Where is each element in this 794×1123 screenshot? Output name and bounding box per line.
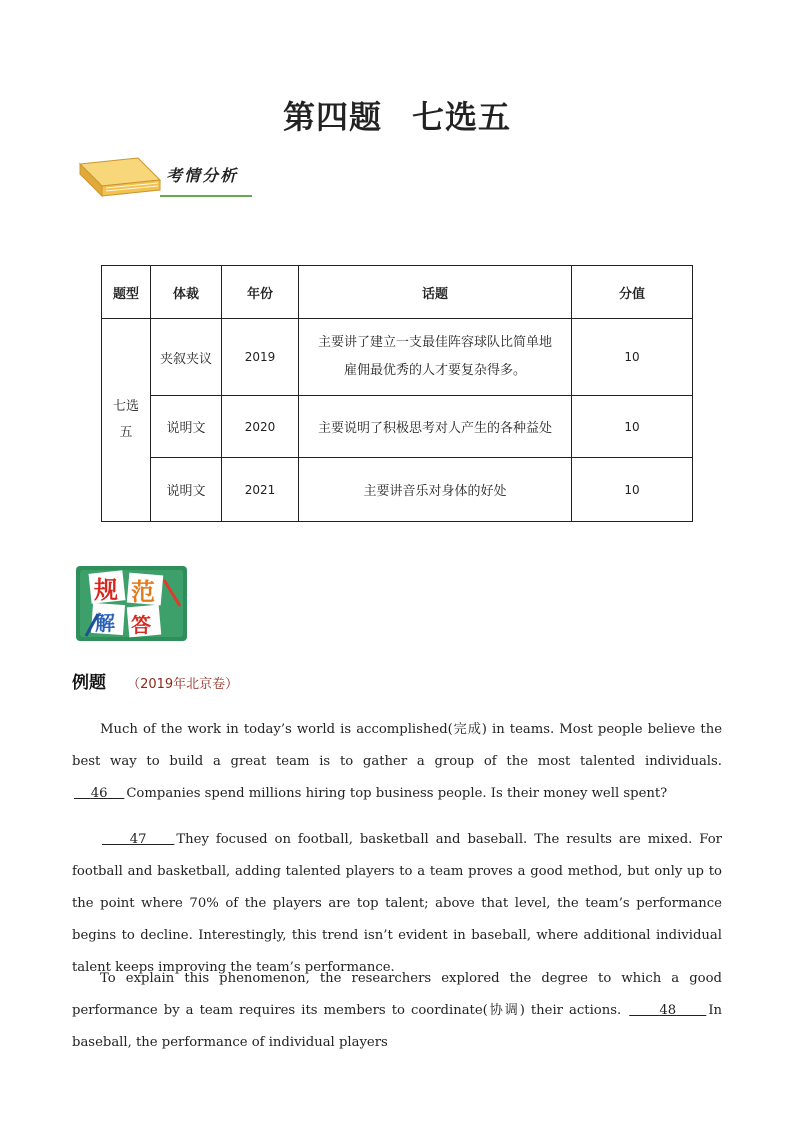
table-header-row [102,266,693,319]
badge-graphic [76,566,187,641]
blank-47 [100,832,176,847]
genre-cell: 说明文 [151,458,222,522]
passage-text: In baseball, the performance of individual players [72,1003,723,1050]
score-cell: 10 [572,458,693,522]
badge-char-3: 解 [95,611,115,635]
blank-number: 48 [659,1003,677,1018]
header-year: 年份 [222,266,299,319]
header-type: 题型 [102,266,151,319]
example-source: （2019年北京卷） [127,677,239,692]
table-row [102,319,693,396]
genre-cell: 夹叙夹议 [151,319,222,396]
paragraph [72,714,722,810]
type-cell-line-1: 七选 [112,399,139,414]
passage-text: To explain this phenomenon, the researchers explored the degree to which a good performance by a team requires its members to coordinate(协调) their actions. [72,971,722,1018]
passage-text: Much of the work in today’s world is accomplished(完成) in teams. Most people believe the best way to build a great team is to gather a group of the most talented individuals. [72,722,722,769]
page-title [0,92,794,138]
topic-cell: 主要说明了积极思考对人产生的各种益处 [299,396,572,458]
paragraph [72,963,722,1059]
passage-paragraph-1 [72,714,722,810]
title-part-1: 第四题 [282,98,382,136]
blank-48 [627,1003,708,1018]
table-row [102,396,693,458]
section-header-analysis [76,150,256,202]
score-cell: 10 [572,319,693,396]
badge-char-4: 答 [131,613,151,637]
standard-answer-badge [76,566,187,641]
paragraph [72,824,722,984]
type-cell-line-2: 五 [119,425,133,440]
header-topic: 话题 [299,266,572,319]
topic-line-1: 主要讲了建立一支最佳阵容球队比简单地 [317,335,552,350]
title-part-2: 七选五 [412,98,512,136]
table-row [102,458,693,522]
topic-line-2: 雇佣最优秀的人才要复杂得多。 [343,363,526,378]
example-label: 例题 [72,673,106,693]
genre-cell: 说明文 [151,396,222,458]
year-cell: 2019 [222,319,299,396]
blank-46 [72,786,126,801]
passage-text: Companies spend millions hiring top business people. Is their money well spent? [126,786,668,801]
topic-cell [299,319,572,396]
passage-paragraph-3 [72,963,722,1059]
blank-number: 46 [90,786,108,801]
header-genre: 体裁 [151,266,222,319]
example-heading [72,668,238,693]
topic-cell: 主要讲音乐对身体的好处 [299,458,572,522]
section-label: 考情分析 [166,166,239,185]
header-score: 分值 [572,266,693,319]
year-cell: 2020 [222,396,299,458]
badge-char-1: 规 [94,576,118,604]
passage-text: They focused on football, basketball and baseball. The results are mixed. For football and basketball, adding talented players to a team proves a good method, but only up to the point where 70% of the players are top talent; above that level, the team’s performance begins to decline. Interestingly, this trend isn’t evident in baseball, where additional individual talent keeps improving the team’s performance. [72,832,722,975]
blank-number: 47 [129,832,147,847]
passage-paragraph-2 [72,824,722,984]
score-cell: 10 [572,396,693,458]
badge-char-2: 范 [131,578,155,606]
year-cell: 2021 [222,458,299,522]
type-cell [102,319,151,522]
exam-analysis-table [101,265,693,522]
